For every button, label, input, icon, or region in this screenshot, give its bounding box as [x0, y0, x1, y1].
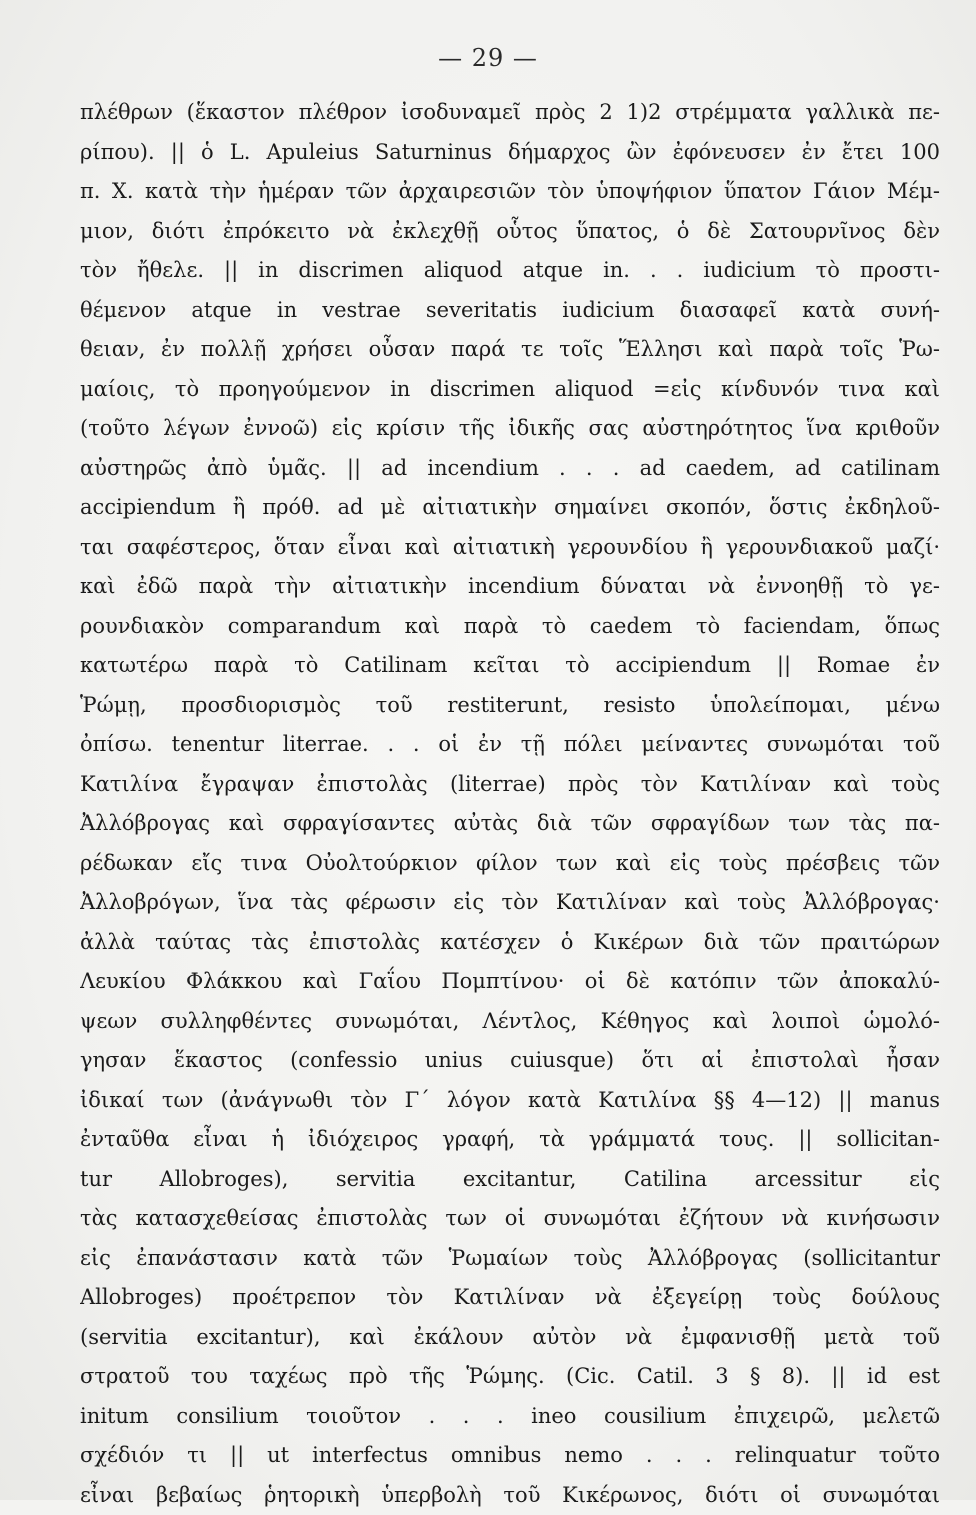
text-line: ὀπίσω. tenentur literrae. . . οἱ ἐν τῇ πόλει μείναντες συνωμόται τοῦ [80, 725, 940, 765]
text-line: Allobroges) προέτρεπον τὸν Κατιλίναν νὰ ἐξεγείρῃ τοὺς δούλους [80, 1278, 940, 1318]
text-line: εἰς ἐπανάστασιν κατὰ τῶν Ῥωμαίων τοὺς Ἀλλόβρογας (sollicitantur [80, 1239, 940, 1279]
text-line: Κατιλίνα ἔγραψαν ἐπιστολὰς (literrae) πρὸς τὸν Κατιλίναν καὶ τοὺς [80, 765, 940, 805]
text-line: ἰδικαί των (ἀνάγνωθι τὸν Γ΄ λόγον κατὰ Κατιλίνα §§ 4—12) || manus [80, 1081, 940, 1121]
text-line: θέμενον atque in vestrae severitatis iudicium διασαφεῖ κατὰ συνή- [80, 291, 940, 331]
text-line: κατωτέρω παρὰ τὸ Catilinam κεῖται τὸ accipiendum || Romae ἐν [80, 646, 940, 686]
text-line: Ῥώμῃ, προσδιορισμὸς τοῦ restiterunt, resisto ὑπολείπομαι, μένω [80, 686, 940, 726]
text-line: σχέδιόν τι || ut interfectus omnibus nemo . . . relinquatur τοῦτο [80, 1436, 940, 1476]
text-line: (τοῦτο λέγων ἐννοῶ) εἰς κρίσιν τῆς ἰδικῆς σας αὐστηρότητος ἵνα κριθοῦν [80, 409, 940, 449]
text-line: πλέθρων (ἕκαστον πλέθρον ἰσοδυναμεῖ πρὸς 2 1)2 στρέμματα γαλλικὰ πε- [80, 93, 940, 133]
text-line: π. Χ. κατὰ τὴν ἡμέραν τῶν ἀρχαιρεσιῶν τὸν ὑποψήφιον ὕπατον Γάιον Μέμ- [80, 172, 940, 212]
text-line: initum consilium τοιοῦτον . . . ineo cousilium ἐπιχειρῶ, μελετῶ [80, 1397, 940, 1437]
text-line: ψεων συλληφθέντες συνωμόται, Λέντλος, Κέθηγος καὶ λοιποὶ ὡμολό- [80, 1002, 940, 1042]
text-line: ρίπου). || ὁ L. Apuleius Saturninus δήμαρχος ὢν ἐφόνευσεν ἐν ἔτει 100 [80, 133, 940, 173]
text-line: αὐστηρῶς ἀπὸ ὑμᾶς. || ad incendium . . . ad caedem, ad catilinam [80, 449, 940, 489]
text-line: γησαν ἕκαστος (confessio unius cuiusque) ὅτι αἱ ἐπιστολαὶ ἦσαν [80, 1041, 940, 1081]
page-number: — 29 — [0, 44, 976, 72]
text-line: ἐνταῦθα εἶναι ἡ ἰδιόχειρος γραφή, τὰ γράμματά τους. || sollicitan- [80, 1120, 940, 1160]
text-line: Λευκίου Φλάκκου καὶ Γαΐου Πομπτίνου· οἱ δὲ κατόπιν τῶν ἀποκαλύ- [80, 962, 940, 1002]
text-line: ἀλλὰ ταύτας τὰς ἐπιστολὰς κατέσχεν ὁ Κικέρων διὰ τῶν πραιτώρων [80, 923, 940, 963]
text-line: Ἀλλοβρόγων, ἵνα τὰς φέρωσιν εἰς τὸν Κατιλίναν καὶ τοὺς Ἀλλόβρογας· [80, 883, 940, 923]
text-line: καὶ ἐδῶ παρὰ τὴν αἰτιατικὴν incendium δύναται νὰ ἐννοηθῇ τὸ γε- [80, 567, 940, 607]
text-line: τὸν ἤθελε. || in discrimen aliquod atque in. . . iudicium τὸ προστι- [80, 251, 940, 291]
text-line: tur Allobroges), servitia excitantur, Catilina arcessitur εἰς [80, 1160, 940, 1200]
text-line: μιον, διότι ἐπρόκειτο νὰ ἐκλεχθῇ οὗτος ὕπατος, ὁ δὲ Σατουρνῖνος δὲν [80, 212, 940, 252]
text-line: accipiendum ἢ πρόθ. ad μὲ αἰτιατικὴν σημαίνει σκοπόν, ὅστις ἐκδηλοῦ- [80, 488, 940, 528]
text-line: ται σαφέστερος, ὅταν εἶναι καὶ αἰτιατικὴ γερουνδίου ἢ γερουνδιακοῦ μαζί· [80, 528, 940, 568]
text-line: (servitia excitantur), καὶ ἐκάλουν αὐτὸν νὰ ἐμφανισθῇ μετὰ τοῦ [80, 1318, 940, 1358]
text-line: εἶναι βεβαίως ῥητορικὴ ὑπερβολὴ τοῦ Κικέρωνος, διότι οἱ συνωμόται [80, 1476, 940, 1515]
text-line: θειαν, ἐν πολλῇ χρήσει οὖσαν παρά τε τοῖς Ἕλλησι καὶ παρὰ τοῖς Ῥω- [80, 330, 940, 370]
text-line: ρέδωκαν εἴς τινα Οὐολτούρκιον φίλον των καὶ εἰς τοὺς πρέσβεις τῶν [80, 844, 940, 884]
text-line: ρουνδιακὸν comparandum καὶ παρὰ τὸ caedem τὸ faciendam, ὅπως [80, 607, 940, 647]
text-line: στρατοῦ του ταχέως πρὸ τῆς Ῥώμης. (Cic. Catil. 3 § 8). || id est [80, 1357, 940, 1397]
text-line: Ἀλλόβρογας καὶ σφραγίσαντες αὐτὰς διὰ τῶν σφραγίδων των τὰς πα- [80, 804, 940, 844]
body-text [80, 93, 940, 1515]
text-line: μαίοις, τὸ προηγούμενον in discrimen aliquod =εἰς κίνδυνόν τινα καὶ [80, 370, 940, 410]
text-line: τὰς κατασχεθείσας ἐπιστολὰς των οἱ συνωμόται ἐζήτουν νὰ κινήσωσιν [80, 1199, 940, 1239]
